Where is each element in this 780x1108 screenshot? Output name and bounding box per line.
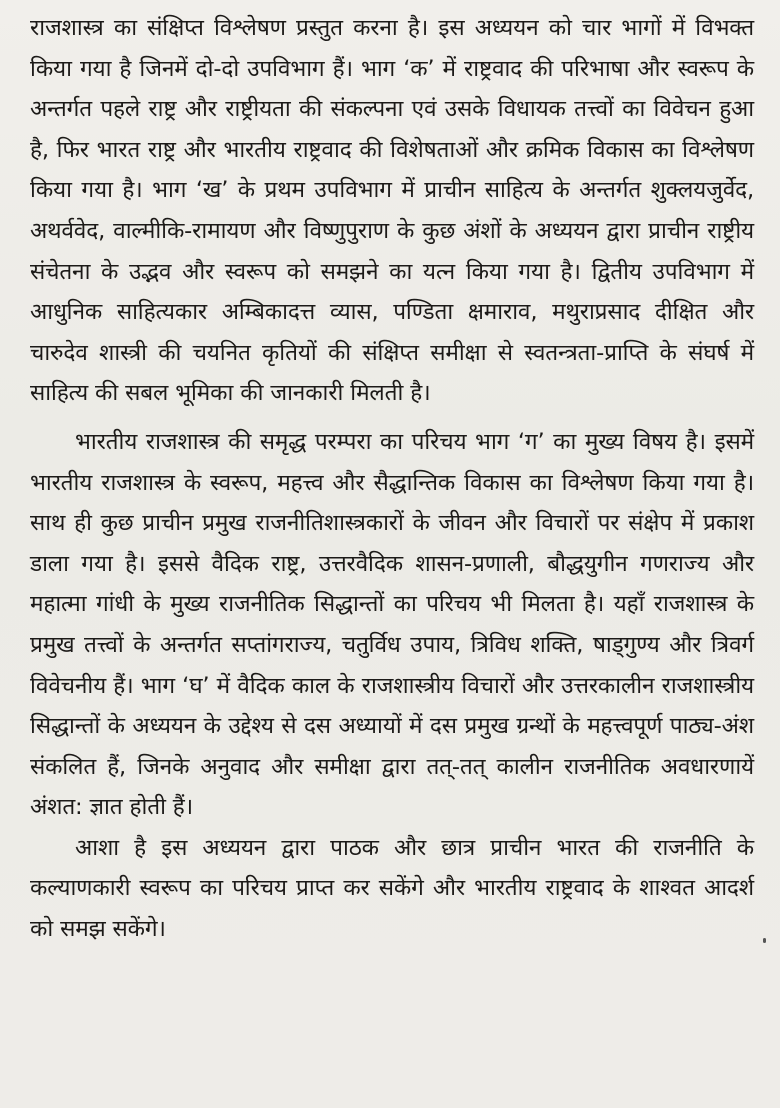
paragraph-conclusion: आशा है इस अध्ययन द्वारा पाठक और छात्र प्राचीन भारत की राजनीति के कल्याणकारी स्वरूप का परिचय प्राप्त कर सकेंगे और भारतीय राष्ट्रवाद के शाश्वत आदर्श को समझ सकेंगे। (30, 834, 754, 943)
paragraph-intro: राजशास्त्र का संक्षिप्त विश्लेषण प्रस्तुत करना है। इस अध्ययन को चार भागों में विभक्त किया गया है जिनमें दो-दो उपविभाग हैं। भाग ‘क’ में राष्ट्रवाद की परिभाषा और स्वरूप के अन्तर्गत पहले राष्ट्र और राष्ट्रीयता की संकल्पना एवं उसके विधायक तत्त्वों का विवेचन हुआ है, फिर भारत राष्ट्र और भारतीय राष्ट्रवाद की विशेषताओं और क्रमिक विकास का विश्लेषण किया गया है। भाग ‘ख’ के प्रथम उपविभाग में प्राचीन साहित्य के अन्तर्गत शुक्लयजुर्वेद, अथर्ववेद, वाल्मीकि-रामायण और विष्णुपुराण के कुछ अंशों के अध्ययन द्वारा प्राचीन राष्ट्रीय संचेतना के उद्भव और स्वरूप को समझने का यत्न किया गया है। द्वितीय उपविभाग में आधुनिक साहित्यकार अम्बिकादत्त व्यास, पण्डिता क्षमाराव, मथुराप्रसाद दीक्षित और चारुदेव शास्त्री की चयनित कृतियों की संक्षिप्त समीक्षा से स्वतन्त्रता-प्राप्ति के संघर्ष में साहित्य की सबल भूमिका की जानकारी मिलती है। (30, 15, 754, 407)
ink-speck-mark (763, 938, 766, 943)
paragraph-part-ga-gha: भारतीय राजशास्त्र की समृद्ध परम्परा का परिचय भाग ‘ग’ का मुख्य विषय है। इसमें भारतीय राजशास्त्र के स्वरूप, महत्त्व और सैद्धान्तिक विकास का विश्लेषण किया गया है। साथ ही कुछ प्राचीन प्रमुख राजनीतिशास्त्रकारों के जीवन और विचारों पर संक्षेप में प्रकाश डाला गया है। इससे वैदिक राष्ट्र, उत्तरवैदिक शासन-प्रणाली, बौद्धयुगीन गणराज्य और महात्मा गांधी के मुख्य राजनीतिक सिद्धान्तों का परिचय भी मिलता है। यहाँ राजशास्त्र के प्रमुख तत्त्वों के अन्तर्गत सप्तांगराज्य, चतुर्विध उपाय, त्रिविध शक्ति, षाड्गुण्य और त्रिवर्ग विवेचनीय हैं। भाग ‘घ’ में वैदिक काल के राजशास्त्रीय विचारों और उत्तरकालीन राजशास्त्रीय सिद्धान्तों के अध्ययन के उद्देश्य से दस अध्यायों में दस प्रमुख ग्रन्थों के महत्त्वपूर्ण पाठ्य-अंश संकलित हैं, जिनके अनुवाद और समीक्षा द्वारा तत्-तत् कालीन राजनीतिक अवधारणायें अंशत: ज्ञात होती हैं। (30, 428, 754, 821)
